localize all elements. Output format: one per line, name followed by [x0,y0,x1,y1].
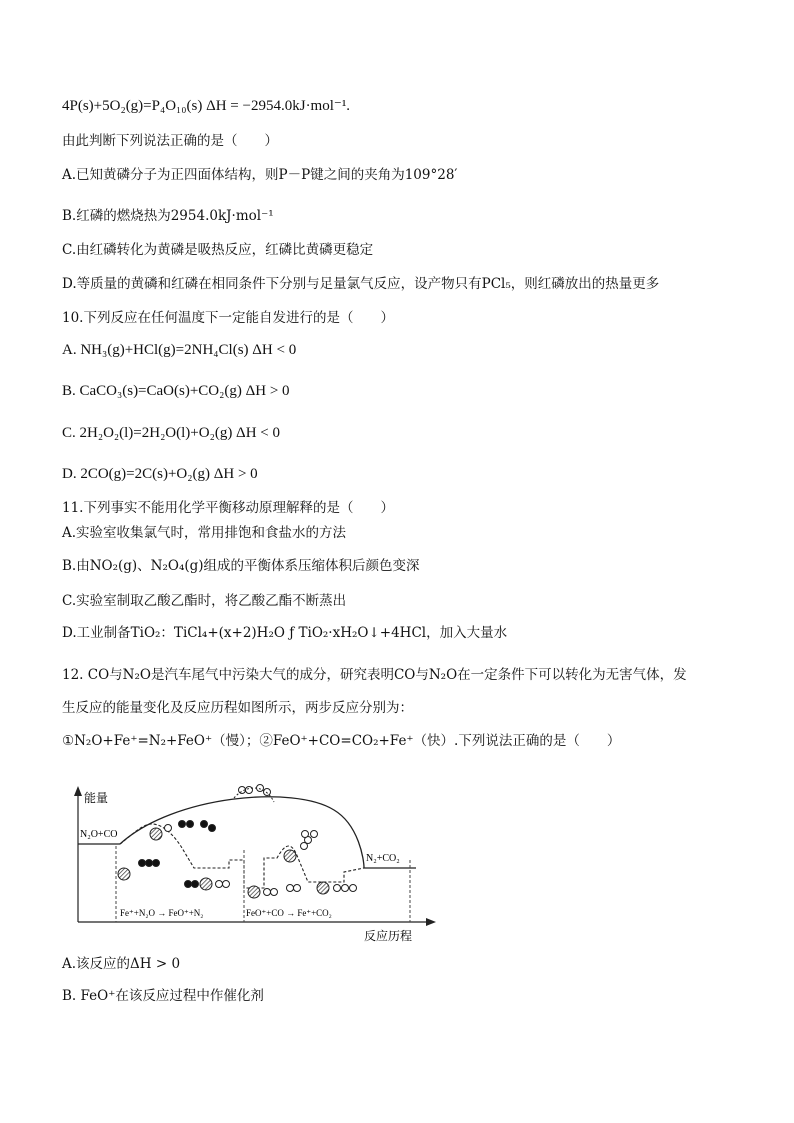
q10-option-b: B. CaCO₃(s)=CaO(s)+CO₂(g) ΔH > 0 [62,383,290,399]
q9-stem: 由此判断下列说法正确的是（ ） [62,133,278,149]
energy-profile-figure [64,780,444,945]
x-axis-label: 反应历程 [364,929,413,943]
y-axis-arrow [74,786,82,796]
q12-option-a: A.该反应的ΔH > 0 [62,956,181,972]
equation-p4o10: 4P(s)+5O₂(g)=P₄O₁₀(s) ΔH = −2954.0kJ·mol⁻¹. [62,98,351,114]
reactants-label: N₂O+CO [80,829,118,840]
x-axis-arrow [426,918,436,926]
q11-option-b: B.由NO₂(g)、N₂O₄(g)组成的平衡体系压缩体积后颜色变深 [62,558,420,574]
q11-option-d: D.工业制备TiO₂：TiCl₄+(x+2)H₂O ƒ TiO₂·xH₂O↓+4HCl，加入大量水 [62,625,508,641]
y-axis-label: 能量 [84,791,109,805]
q9-option-b: B.红磷的燃烧热为2954.0kJ·mol⁻¹ [62,208,274,224]
q10-option-d: D. 2CO(g)=2C(s)+O₂(g) ΔH > 0 [62,466,258,482]
q12-stem-line3: ①N₂O+Fe⁺=N₂+FeO⁺（慢）；②FeO⁺+CO=CO₂+Fe⁺（快）.下列说法正确的是（ ） [62,733,621,749]
q10-option-c: C. 2H₂O₂(l)=2H₂O(l)+O₂(g) ΔH < 0 [62,425,280,441]
q11-stem: 11.下列事实不能用化学平衡移动原理解释的是（ ） [62,500,394,516]
q9-option-d: D.等质量的黄磷和红磷在相同条件下分别与足量氯气反应，设产物只有PCl₅，则红磷放出的热量更多 [62,276,660,292]
q9-option-a: A.已知黄磷分子为正四面体结构，则P－P键之间的夹角为109°28′ [62,167,458,183]
q12-stem-line1: 12. CO与N₂O是汽车尾气中污染大气的成分，研究表明CO与N₂O在一定条件下可以转化为无害气体，发 [62,667,687,683]
q10-option-a: A. NH₃(g)+HCl(g)=2NH₄Cl(s) ΔH < 0 [62,342,297,358]
q11-option-a: A.实验室收集氯气时，常用排饱和食盐水的方法 [62,525,347,541]
q12-stem-line2: 生反应的能量变化及反应历程如图所示，两步反应分别为： [62,700,413,716]
q12-option-b: B. FeO⁺在该反应过程中作催化剂 [62,988,264,1004]
molecule-icons [118,785,357,899]
step2-label: FeO⁺+CO → Fe⁺+CO₂ [246,908,332,918]
products-label: N₂+CO₂ [366,853,400,864]
q11-option-c: C.实验室制取乙酸乙酯时，将乙酸乙酯不断蒸出 [62,593,347,609]
q9-option-c: C.由红磷转化为黄磷是吸热反应，红磷比黄磷更稳定 [62,242,374,258]
q10-stem: 10.下列反应在任何温度下一定能自发进行的是（ ） [62,310,394,326]
step1-label: Fe⁺+N₂O → FeO⁺+N₂ [120,908,204,918]
